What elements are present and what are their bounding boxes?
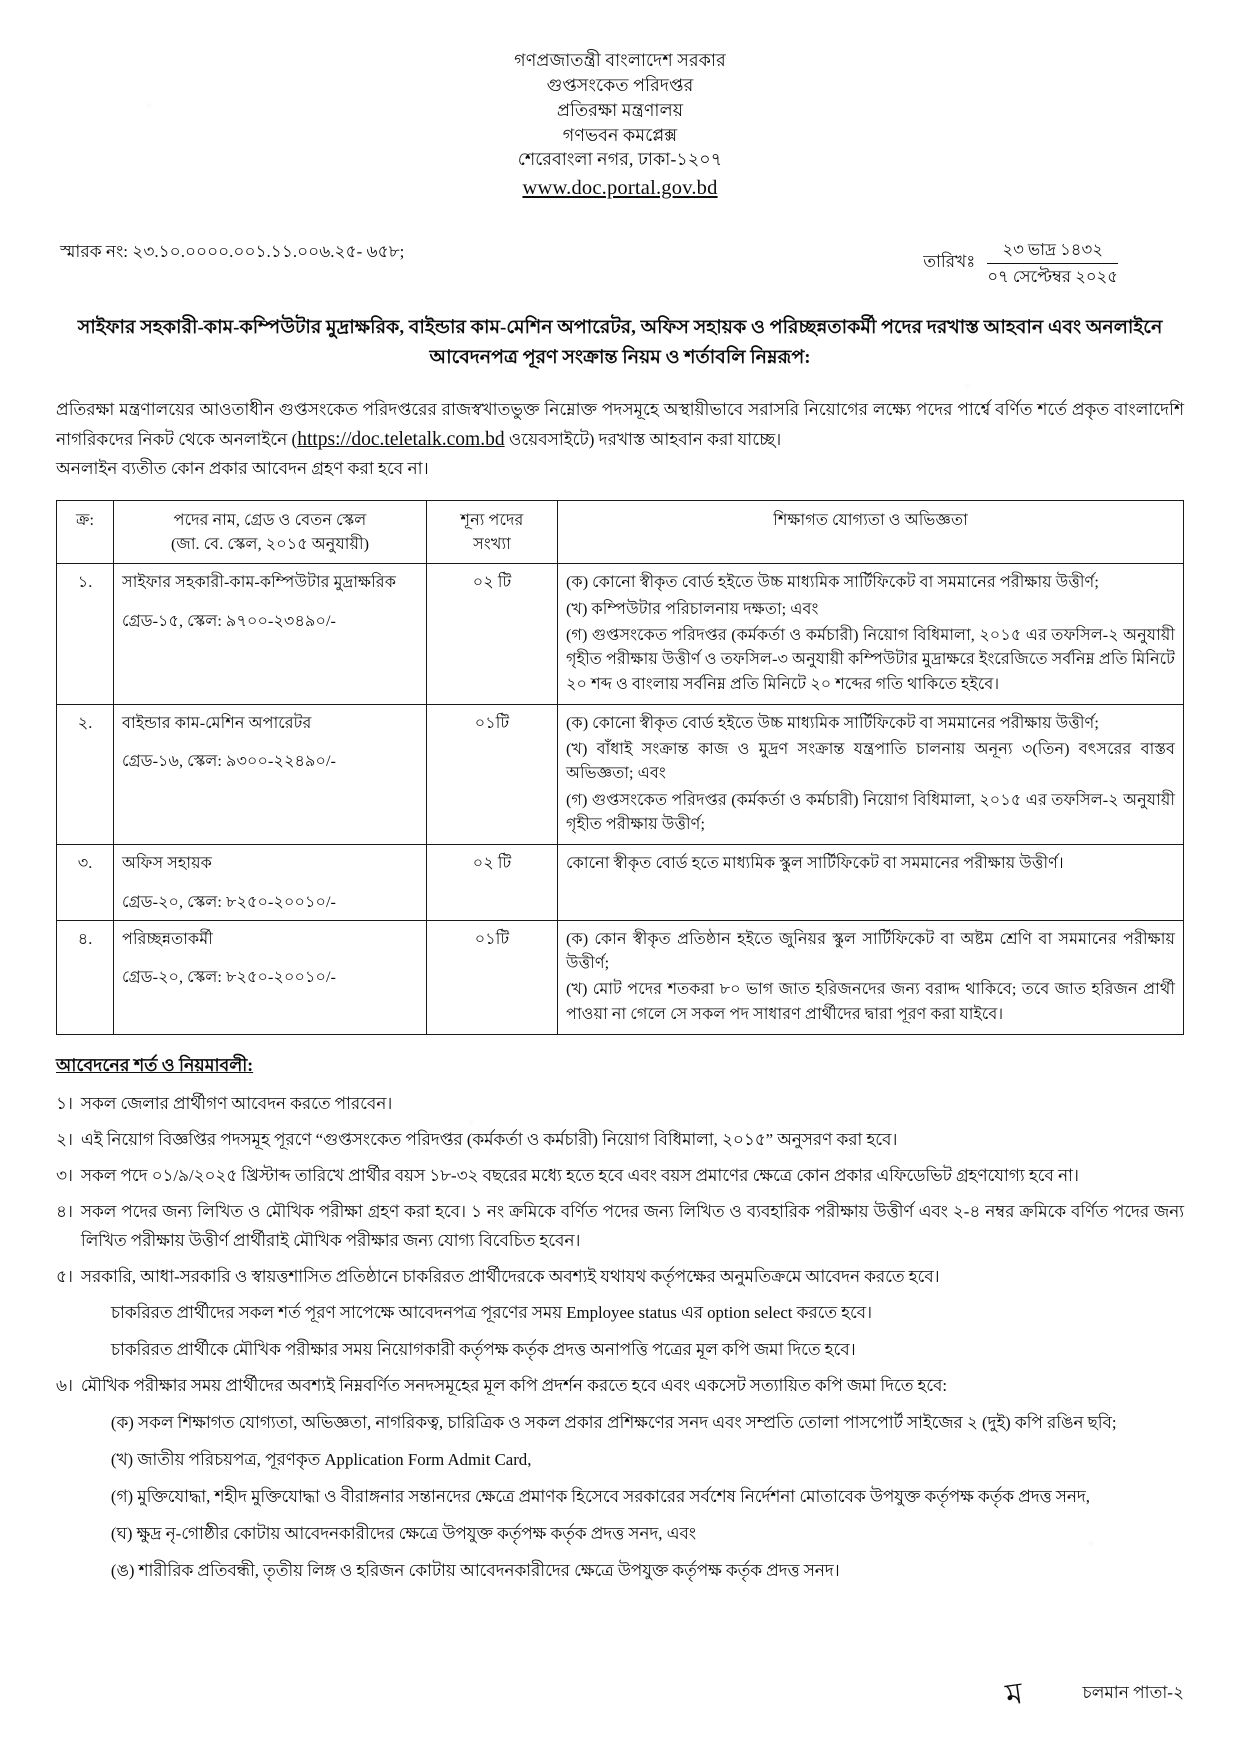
date-block (923, 239, 1184, 287)
qualification-item: কোনো স্বীকৃত বোর্ড হতে মাধ্যমিক স্কুল সার্টিফিকেট বা সমমানের পরীক্ষায় উত্তীর্ণ। (566, 854, 1064, 873)
item-subline: চাকরিরত প্রার্থীদের সকল শর্ত পূরণ সাপেক্ষে আবেদনপত্র পূরণের সময় Employee status এর option select করতে হবে। (110, 1303, 873, 1323)
item-number: ৪। (56, 1201, 73, 1221)
list-item (56, 1162, 1184, 1191)
item-number: ২। (56, 1129, 73, 1149)
qualification-item: (খ) বাঁধাই সংক্রান্ত কাজ ও মুদ্রণ সংক্রান্ত যন্ত্রপাতি চালনায় অনূন্য ৩(তিন) বৎসরের বাস্তব অভিজ্ঞতা; এবং (566, 740, 1175, 783)
row-qualification (558, 920, 1184, 1034)
header-vacancy (427, 500, 558, 564)
row-serial: ১. (57, 564, 114, 704)
qualification-item: (গ) গুপ্তসংকেত পরিদপ্তর (কর্মকর্তা ও কর্মচারী) নিয়োগ বিধিমালা, ২০১৫ এর তফসিল-২ অনুযায়ী গৃহীত পরীক্ষায় উত্তীর্ণ; (566, 790, 1175, 833)
letterhead (56, 48, 1184, 203)
website-link[interactable]: www.doc.portal.gov.bd (522, 177, 718, 200)
item-number: ৩। (56, 1165, 73, 1185)
letterhead-line-complex: গণভবন কমপ্লেক্স (562, 124, 678, 145)
date-bangla: ২৩ ভাদ্র ১৪৩২ (987, 239, 1118, 263)
row-qualification (558, 845, 1184, 921)
item-subline: (ঘ) ক্ষুদ্র নৃ-গোষ্ঠীর কোটায় আবেদনকারীদের ক্ষেত্রে উপযুক্ত কর্তৃপক্ষ কর্তৃক প্রদত্ত সনদ, এবং (110, 1523, 696, 1543)
row-post-name: বাইন্ডার কাম-মেশিন অপারেটর (122, 713, 312, 732)
date-values (987, 239, 1118, 287)
item-subline: (ক) সকল শিক্ষাগত যোগ্যতা, অভিজ্ঞতা, নাগরিকত্ব, চারিত্রিক ও সকল প্রকার প্রশিক্ষণের সনদ এবং সম্প্রতি তোলা পাসপোর্ট সাইজের ২ (দুই) কপি রঙিন ছবি; (110, 1413, 1117, 1433)
item-text: সকল পদের জন্য লিখিত ও মৌখিক পরীক্ষা গ্রহণ করা হবে। ১ নং ক্রমিকে বর্ণিত পদের জন্য লিখিত ও ব্যবহারিক পরীক্ষায় উত্তীর্ণ এবং ২-৪ নম্বর ক্রমিকে বর্ণিত পদের জন্য লিখিত পরীক্ষায় উত্তীর্ণ প্রার্থীরাই মৌখিক পরীক্ষার জন্য যোগ্য বিবেচিত হবেন। (80, 1201, 1184, 1250)
header-post (114, 500, 427, 564)
row-post (114, 704, 427, 844)
title-line-1: সাইফার সহকারী-কাম-কম্পিউটার মুদ্রাক্ষরিক, বাইন্ডার কাম-মেশিন অপারেটর, অফিস সহায়ক ও পরিচ্ছন্নতাকর্মী পদের দরখাস্ত (77, 317, 979, 339)
letterhead-line-government: গণপ্রজাতন্ত্রী বাংলাদেশ সরকার (514, 50, 726, 70)
row-vacancy: ০২ টি (427, 564, 558, 704)
table-row (57, 920, 1184, 1034)
item-subline: (ঙ) শারীরিক প্রতিবন্ধী, তৃতীয় লিঙ্গ ও হরিজন কোটায় আবেদনকারীদের ক্ষেত্রে উপযুক্ত কর্তৃপক্ষ কর্তৃক প্রদত্ত সনদ। (110, 1560, 840, 1580)
memo-row (56, 239, 1184, 287)
date-english: ০৭ সেপ্টেম্বর ২০২৫ (987, 266, 1118, 286)
letterhead-line-department: গুপ্তসংকেত পরিদপ্তর (546, 74, 694, 95)
item-text (81, 1372, 1184, 1585)
row-post (114, 920, 427, 1034)
signature-mark: ম (1003, 1677, 1025, 1713)
table-row (57, 564, 1184, 704)
row-qualification (558, 704, 1184, 844)
date-label: তারিখঃ (923, 252, 976, 272)
row-vacancy: ০১টি (427, 920, 558, 1034)
header-post-sub: (জা. বে. স্কেল, ২০১৫ অনুযায়ী) (170, 535, 370, 554)
title-line-2: আহবান এবং অনলাইনে আবেদনপত্র পূরণ সংক্রান্ত নিয়ম ও শর্তাবলি নিম্নরূপ: (429, 317, 1163, 368)
row-post-name: পরিচ্ছন্নতাকর্মী (122, 929, 213, 948)
row-post-name: অফিস সহায়ক (122, 854, 212, 873)
memo-number: স্মারক নং: ২৩.১০.০০০০.০০১.১১.০০৬.২৫- ৬৫৮; (60, 242, 405, 262)
row-post-scale: গ্রেড-১৬, স্কেল: ৯৩০০-২২৪৯০/- (122, 752, 336, 771)
qualification-item: (গ) গুপ্তসংকেত পরিদপ্তর (কর্মকর্তা ও কর্মচারী) নিয়োগ বিধিমালা, ২০১৫ এর তফসিল-২ অনুযায়ী গৃহীত পরীক্ষায় উত্তীর্ণ ও তফসিল-৩ অনুযায়ী কম্পিউটার মুদ্রাক্ষরে ইংরেজিতে সর্বনিম্ন প্রতি মিনিটে ২০ শব্দ ও বাংলায় সর্বনিম্ন প্রতি মিনিটে ২০ শব্দের গতি থাকিতে হইবে। (566, 625, 1175, 693)
row-post-scale: গ্রেড-২০, স্কেল: ৮২৫০-২০০১০/- (122, 892, 336, 911)
item-text: সকল জেলার প্রার্থীগণ আবেদন করতে পারবেন। (80, 1094, 393, 1114)
list-item (56, 1198, 1184, 1256)
continuation-note: চলমান পাতা-২ (1082, 1683, 1184, 1702)
row-vacancy: ০১টি (427, 704, 558, 844)
item-number: ৫। (56, 1266, 73, 1286)
intro-text-part3: অনলাইন ব্যতীত কোন প্রকার আবেদন গ্রহণ করা হবে না। (56, 459, 429, 479)
row-vacancy: ০২ টি (427, 845, 558, 921)
item-text: এই নিয়োগ বিজ্ঞপ্তির পদসমূহ পূরণে “গুপ্তসংকেত পরিদপ্তর (কর্মকর্তা ও কর্মচারী) নিয়োগ বিধিমালা, ২০১৫” অনুসরণ করা হবে। (80, 1129, 898, 1149)
qualification-item: (ক) কোন স্বীকৃত প্রতিষ্ঠান হইতে জুনিয়র স্কুল সার্টিফিকেট বা অষ্টম শ্রেণি বা সমমানের পরীক্ষায় উত্তীর্ণ; (566, 929, 1175, 973)
page-footer (56, 1677, 1184, 1713)
item-number: ৬। (56, 1376, 73, 1396)
letterhead-line-address: শেরেবাংলা নগর, ঢাকা-১২০৭ (517, 149, 723, 170)
qualification-item: (খ) কম্পিউটার পরিচালনায় দক্ষতা; এবং (566, 599, 819, 618)
row-serial: ২. (57, 704, 114, 844)
posts-table (56, 500, 1184, 1035)
header-vacancy-sub: সংখ্যা (473, 535, 511, 554)
row-qualification (558, 564, 1184, 704)
row-post (114, 845, 427, 921)
table-row (57, 704, 1184, 844)
item-text-main: সরকারি, আধা-সরকারি ও স্বায়ত্তশাসিত প্রতিষ্ঠানে চাকরিরত প্রার্থীদেরকে অবশ্যই যথাযথ কর্তৃপক্ষের অনুমতিক্রমে আবেদন করতে হবে। (80, 1266, 940, 1286)
qualification-item: (খ) মোট পদের শতকরা ৮০ ভাগ জাত হরিজনদের জন্য বরাদ্দ থাকিবে; তবে জাত হরিজন প্রার্থী পাওয়া না গেলে সে সকল পদ সাধারণ প্রার্থীদের দ্বারা পূরণ করা যাইবে। (566, 980, 1175, 1023)
conditions-heading: আবেদনের শর্ত ও নিয়মাবলী: (56, 1055, 254, 1076)
item-text: সকল পদে ০১/৯/২০২৫ খ্রিস্টাব্দ তারিখে প্রার্থীর বয়স ১৮-৩২ বছরের মধ্যে হতে হবে এবং বয়স প্রমাণের ক্ষেত্রে কোন প্রকার এফিডেভিট গ্রহণযোগ্য হবে না। (80, 1165, 1079, 1185)
header-qualification: শিক্ষাগত যোগ্যতা ও অভিজ্ঞতা (558, 500, 1184, 564)
header-vacancy-main: শূন্য পদের (460, 510, 524, 529)
header-serial: ক্র: (57, 500, 114, 564)
row-post-scale: গ্রেড-১৫, স্কেল: ৯৭০০-২৩৪৯০/- (122, 611, 336, 630)
item-subline: চাকরিরত প্রার্থীকে মৌখিক পরীক্ষার সময় নিয়োগকারী কর্তৃপক্ষ কর্তৃক প্রদত্ত অনাপত্তি পত্রের মূল কপি জমা দিতে হবে। (110, 1340, 856, 1360)
table-header-row (57, 500, 1184, 564)
item-text (81, 1263, 1184, 1366)
intro-paragraph (56, 396, 1184, 483)
qualification-item: (ক) কোনো স্বীকৃত বোর্ড হইতে উচ্চ মাধ্যমিক সার্টিফিকেট বা সমমানের পরীক্ষায় উত্তীর্ণ; (566, 573, 1099, 592)
item-number: ১। (56, 1094, 73, 1114)
list-item (56, 1263, 1184, 1366)
intro-text-part2: ওয়েবসাইটে) দরখাস্ত আহবান করা যাচ্ছে। (504, 429, 782, 449)
qualification-item: (ক) কোনো স্বীকৃত বোর্ড হইতে উচ্চ মাধ্যমিক সার্টিফিকেট বা সমমানের পরীক্ষায় উত্তীর্ণ; (566, 713, 1099, 732)
row-serial: ৩. (57, 845, 114, 921)
page-title (66, 313, 1174, 372)
list-item (56, 1372, 1184, 1585)
row-post-name: সাইফার সহকারী-কাম-কম্পিউটার মুদ্রাক্ষরিক (122, 573, 397, 592)
table-row (57, 845, 1184, 921)
application-portal-link[interactable]: https://doc.teletalk.com.bd (297, 428, 505, 450)
intro-text-part1: প্রতিরক্ষা মন্ত্রণালয়ের আওতাধীন গুপ্তসংকেত পরিদপ্তরের রাজস্বখাতভুক্ত নিম্নোক্ত পদসমূহে অস্থায়ীভাবে সরাসরি নিয়োগের লক্ষ্যে পদের পার্শ্বে বর্ণিত শর্তে প্রকৃত বাংলাদেশি নাগরিকদের নিকট থেকে অনলাইনে ( (56, 400, 1184, 449)
row-post-scale: গ্রেড-২০, স্কেল: ৮২৫০-২০০১০/- (122, 968, 336, 987)
list-item (56, 1126, 1184, 1155)
header-post-main: পদের নাম, গ্রেড ও বেতন স্কেল (173, 510, 367, 529)
item-subline: (গ) মুক্তিযোদ্ধা, শহীদ মুক্তিযোদ্ধা ও বীরাঙ্গনার সন্তানদের ক্ষেত্রে প্রমাণক হিসেবে সরকারের সর্বশেষ নির্দেশনা মোতাবেক উপযুক্ত কর্তৃপক্ষ কর্তৃক প্রদত্ত সনদ, (110, 1486, 1090, 1506)
letterhead-line-ministry: প্রতিরক্ষা মন্ত্রণালয় (556, 99, 684, 120)
list-item (56, 1090, 1184, 1119)
item-text-main: মৌখিক পরীক্ষার সময় প্রার্থীদের অবশ্যই নিম্নবর্ণিত সনদসমূহের মূল কপি প্রদর্শন করতে হবে এবং একসেট সত্যায়িত কপি জমা দিতে হবে: (80, 1376, 948, 1396)
row-serial: ৪. (57, 920, 114, 1034)
item-subline: (খ) জাতীয় পরিচয়পত্র, পূরণকৃত Application Form Admit Card, (110, 1449, 532, 1469)
conditions-list (56, 1090, 1184, 1585)
row-post (114, 564, 427, 704)
